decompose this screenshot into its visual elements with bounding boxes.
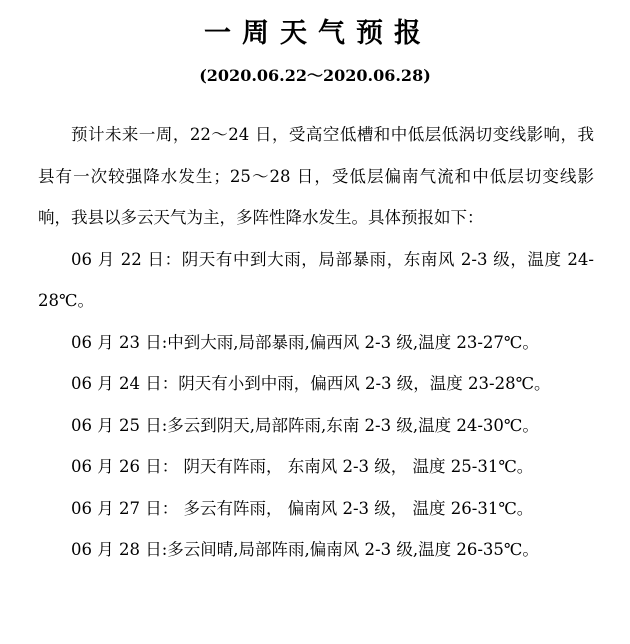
forecast-day-2: 06 月 23 日:中到大雨,局部暴雨,偏西风 2-3 级,温度 23-27℃。 (71, 332, 539, 352)
document-title: 一周天气预报 (204, 18, 432, 49)
forecast-day-6: 06 月 27 日： 多云有阵雨， 偏南风 2-3 级， 温度 26-31℃。 (71, 498, 534, 518)
forecast-day-7: 06 月 28 日:多云间晴,局部阵雨,偏南风 2-3 级,温度 26-35℃。 (71, 540, 539, 559)
forecast-day-3: 06 月 24 日：阴天有小到中雨，偏西风 2-3 级，温度 23-28℃。 (71, 374, 551, 393)
intro-paragraph: 预计未来一周，22～24 日，受高空低槽和中低层低涡切变线影响，我县有一次较强降水发生；25～28 日，受低层偏南气流和中低层切变线影响，我县以多云天气为主，多阵性降水发生。具体预报如下： (38, 125, 594, 227)
date-range: (2020.06.22～2020.06.28) (199, 66, 431, 85)
forecast-day-4: 06 月 25 日:多云到阴天,局部阵雨,东南 2-3 级,温度 24-30℃。 (71, 415, 539, 435)
forecast-day-1: 06 月 22 日：阴天有中到大雨，局部暴雨，东南风 2-3 级，温度 24-28℃。 (38, 249, 594, 310)
forecast-day-5: 06 月 26 日： 阴天有阵雨， 东南风 2-3 级， 温度 25-31℃。 (71, 457, 534, 476)
document-body (38, 114, 594, 571)
